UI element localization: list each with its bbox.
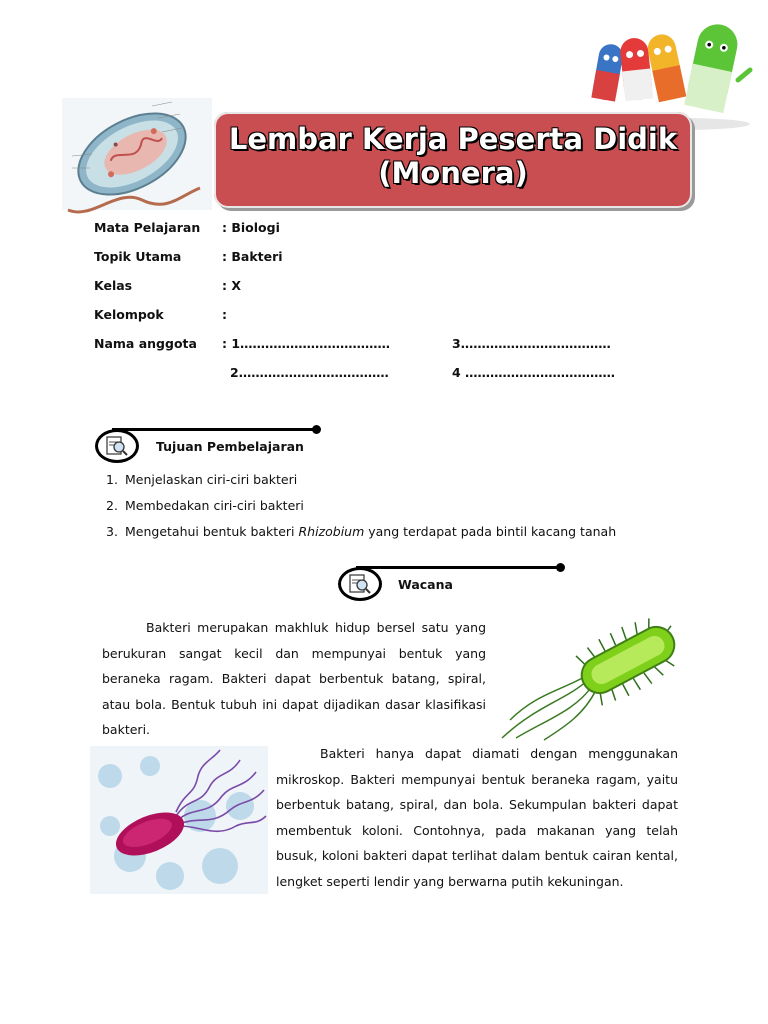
section-rule-dot xyxy=(312,425,321,434)
member-2-field: 2……………………………… xyxy=(230,365,389,380)
list-text: yang terdapat pada bintil kacang tanah xyxy=(364,524,617,539)
paragraph-text: Bakteri hanya dapat diamati dengan menggunakan mikroskop. Bakteri mempunyai bentuk beraneka ragam, yaitu berbentuk batang, spiral, dan bola. Sekumpulan bakteri dapat membentuk koloni. Contohnya, pada makanan yang telah busuk, koloni bakteri dapat terlihat dalam bentuk cairan kental, lengket seperti lendir yang berwarna putih kekuningan. xyxy=(276,746,678,889)
bacteria-cell-diagram-icon xyxy=(62,92,212,220)
list-item xyxy=(106,470,616,496)
list-text: Menjelaskan ciri-ciri bakteri xyxy=(125,472,298,487)
info-label: Nama anggota xyxy=(94,336,197,351)
page-subtitle: (Monera) xyxy=(378,156,528,190)
green-bacterium-icon xyxy=(496,610,680,742)
section-rule xyxy=(356,566,560,569)
list-text-italic: Rhizobium xyxy=(298,524,365,539)
section-title-reading: Wacana xyxy=(398,577,453,592)
reading-paragraph-1 xyxy=(102,615,486,743)
paragraph-text: Bakteri merupakan makhluk hidup bersel satu yang berukuran sangat kecil dan mempunyai bentuk yang beraneka ragam. Bakteri dapat berbentuk batang, spiral, atau bola. Bentuk tubuh ini dapat dijadikan dasar klasifikasi bakteri. xyxy=(102,620,486,737)
magnifier-document-icon xyxy=(338,567,382,601)
section-rule xyxy=(112,428,316,431)
magenta-bacterium-icon xyxy=(90,746,268,894)
info-label: Kelompok xyxy=(94,307,164,322)
list-number: 3. xyxy=(106,524,118,539)
page-title-banner xyxy=(214,112,692,208)
member-3-field: 3……………………………… xyxy=(452,336,611,351)
page-title: Lembar Kerja Peserta Didik xyxy=(228,122,678,156)
goals-list xyxy=(106,470,616,548)
member-1-field: : 1……………………………… xyxy=(222,336,391,351)
info-value: : X xyxy=(222,278,241,293)
list-item xyxy=(106,522,616,548)
list-text: Mengetahui bentuk bakteri xyxy=(125,524,299,539)
section-title-goals: Tujuan Pembelajaran xyxy=(156,439,304,454)
info-label: Kelas xyxy=(94,278,133,293)
info-label: Mata Pelajaran xyxy=(94,220,201,235)
member-4-field: 4 ……………………………… xyxy=(452,365,616,380)
section-rule-dot xyxy=(556,563,565,572)
list-text: Membedakan ciri-ciri bakteri xyxy=(125,498,304,513)
list-number: 1. xyxy=(106,472,118,487)
reading-paragraph-2 xyxy=(276,741,678,894)
list-number: 2. xyxy=(106,498,118,513)
info-value: : xyxy=(222,307,227,322)
magnifier-document-icon xyxy=(95,429,139,463)
info-value: : Bakteri xyxy=(222,249,283,264)
list-item xyxy=(106,496,616,522)
info-label: Topik Utama xyxy=(94,249,182,264)
info-value: : Biologi xyxy=(222,220,280,235)
